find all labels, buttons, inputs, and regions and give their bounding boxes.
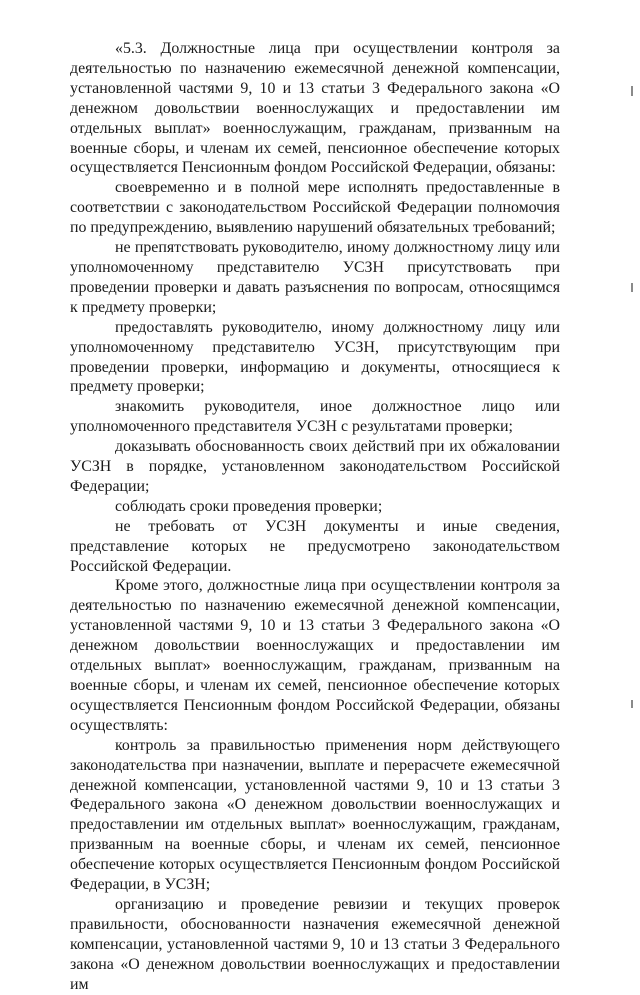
margin-scan-mark [631,283,633,292]
paragraph-control-correctness: контроль за правильностью применения норм действующего законодательства при назначении, выплате и перерасчете ежемесячной денежной компенсации, установленной частями 9, 10 и 13 статьи 3 Федерального закона «О денежном довольствии военнослужащих и предоставлении им отдельных выплат» военнослужащим, гражданам, призванным на военные сборы, и членам их семей, пенсионное обеспечение которых осуществляется Пенсионным фондом Российской Федерации, в УСЗН; [70,736,560,894]
margin-scan-mark [631,700,633,708]
paragraph-additional-duties: Кроме этого, должностные лица при осуществлении контроля за деятельностью по назначению ежемесячной денежной компенсации, установленной частями 9, 10 и 13 статьи 3 Федерального закона «О денежном довольствии военнослужащих и предоставлении им отдельных выплат» военнослужащим, гражданам, призванным на военные сборы, и членам их семей, пенсионное обеспечение которых осуществляется Пенсионным фондом Российской Федерации, обязаны осуществлять: [70,577,560,734]
paragraph-duty-justify: доказывать обоснованность своих действий при их обжаловании УСЗН в порядке, установленном законодательством Российской Федерации; [70,438,560,495]
paragraph-duty-no-demands: не требовать от УСЗН документы и иные сведения, представление которых не предусмотрено законодательством Российской Федерации. [70,517,560,575]
paragraph-5-3-intro: «5.3. Должностные лица при осуществлении контроля за деятельностью по назначению ежемесячной денежной компенсации, установленной частями 9, 10 и 13 статьи 3 Федерального закона «О денежном довольствии военнослужащих и предоставлении им отдельных выплат» военнослужащим, гражданам, призванным на военные сборы, и членам их семей, пенсионное обеспечение которых осуществляется Пенсионным фондом Российской Федерации, обязаны: [70,40,560,177]
paragraph-duty-deadlines: соблюдать сроки проведения проверки; [115,497,383,515]
margin-scan-mark [631,86,633,96]
paragraph-audit-organization: организацию и проведение ревизии и текущих проверок правильности, обоснованности назначения ежемесячной денежной компенсации, установленной частями 9, 10 и 13 статьи 3 Федерального закона «О денежном довольствии военнослужащих и предоставлении им [70,895,560,993]
paragraph-duty-timely: своевременно и в полной мере исполнять предоставленные в соответствии с законодательством Российской Федерации полномочия по предупреждению, выявлению нарушений обязательных требований; [70,179,560,237]
paragraph-duty-acquaint: знакомить руководителя, иное должностное лицо или уполномоченного представителя УСЗН с результатами проверки; [70,398,560,436]
paragraph-duty-provide-info: предоставлять руководителю, иному должностному лицу или уполномоченному представителю УСЗН, присутствующим при проведении проверки, информацию и документы, относящиеся к предмету проверки; [70,318,560,396]
paragraph-duty-not-obstruct: не препятствовать руководителю, иному должностному лицу или уполномоченному представителю УСЗН присутствовать при проведении проверки и давать разъяснения по вопросам, относящимся к предмету проверки; [70,239,560,316]
document-body [70,39,560,995]
